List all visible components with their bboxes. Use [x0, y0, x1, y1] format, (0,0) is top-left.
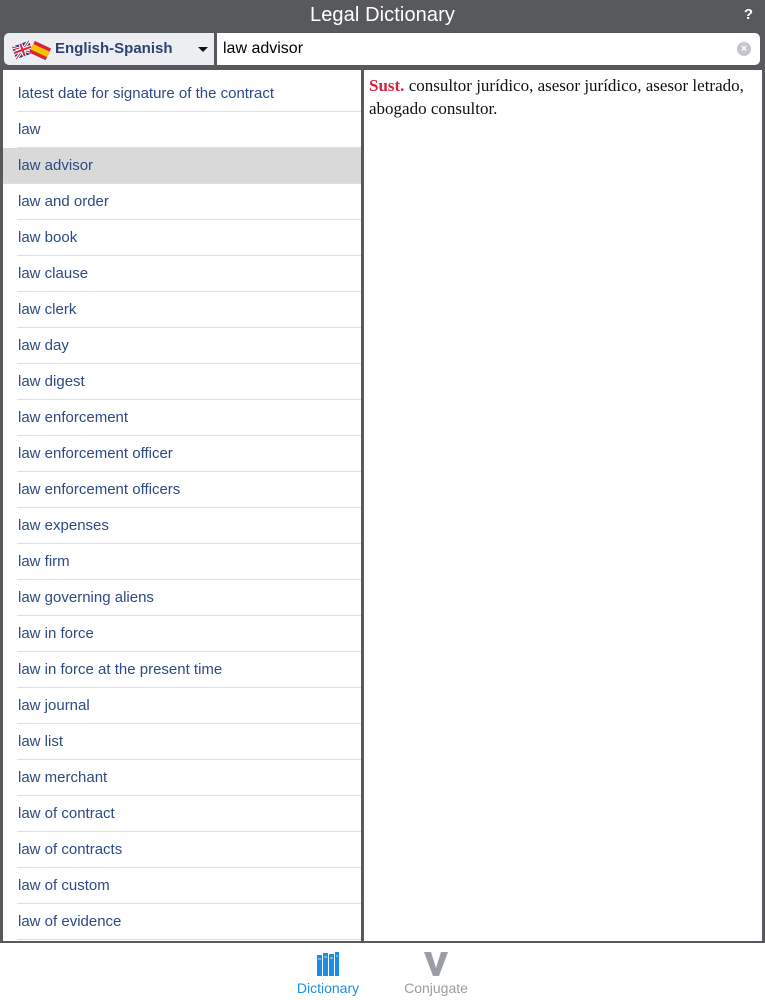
- word-list-item[interactable]: law in force at the present time: [3, 652, 361, 688]
- word-list-item[interactable]: law enforcement officers: [3, 472, 361, 508]
- tab-conjugate[interactable]: [396, 943, 476, 1000]
- word-list-item[interactable]: law expenses: [3, 508, 361, 544]
- uk-spain-flags-icon: [12, 38, 52, 62]
- tab-dictionary[interactable]: [288, 943, 368, 1000]
- main-content: [0, 68, 765, 943]
- word-list-item[interactable]: law of custom: [3, 868, 361, 904]
- word-list-item[interactable]: law merchant: [3, 760, 361, 796]
- word-list-item[interactable]: latest date for signature of the contract: [3, 76, 361, 112]
- title-bar: [0, 0, 765, 31]
- word-list-item[interactable]: law advisor: [3, 148, 361, 184]
- toolbar: [0, 31, 765, 68]
- word-list-pane[interactable]: [3, 70, 361, 941]
- word-list-item[interactable]: law of contracts: [3, 832, 361, 868]
- word-list-item[interactable]: law book: [3, 220, 361, 256]
- tab-dictionary-label: Dictionary: [296, 980, 360, 996]
- word-list-item[interactable]: law of evidence: [3, 904, 361, 940]
- chevron-down-icon: [198, 47, 208, 52]
- word-list-item[interactable]: law governing aliens: [3, 580, 361, 616]
- word-list-item[interactable]: law and order: [3, 184, 361, 220]
- definition-entry: [369, 74, 749, 120]
- word-list-item[interactable]: law day: [3, 328, 361, 364]
- word-list-item[interactable]: law list: [3, 724, 361, 760]
- word-list: [3, 76, 361, 940]
- language-selector[interactable]: [4, 33, 214, 65]
- help-button[interactable]: ?: [743, 6, 753, 23]
- verb-v-icon: [423, 951, 449, 977]
- books-icon: [316, 951, 340, 977]
- word-list-item[interactable]: law enforcement: [3, 400, 361, 436]
- word-list-item[interactable]: law journal: [3, 688, 361, 724]
- word-list-item[interactable]: law digest: [3, 364, 361, 400]
- search-field: [217, 33, 760, 65]
- part-of-speech-label: Sust.: [369, 76, 405, 95]
- word-list-item[interactable]: law: [3, 112, 361, 148]
- app-title: Legal Dictionary: [309, 4, 455, 26]
- definition-text: consultor jurídico, asesor jurídico, asesor letrado, abogado consultor.: [369, 76, 744, 118]
- word-list-item[interactable]: law of contract: [3, 796, 361, 832]
- word-list-item[interactable]: law firm: [3, 544, 361, 580]
- tab-bar: [0, 943, 765, 1000]
- word-list-item[interactable]: law clerk: [3, 292, 361, 328]
- search-input[interactable]: [223, 33, 723, 65]
- word-list-item[interactable]: law enforcement officer: [3, 436, 361, 472]
- word-list-item[interactable]: law in force: [3, 616, 361, 652]
- definition-pane: [364, 70, 762, 941]
- tab-conjugate-label: Conjugate: [404, 980, 468, 996]
- word-list-item[interactable]: law clause: [3, 256, 361, 292]
- language-pair-label: English-Spanish: [55, 40, 173, 57]
- clear-search-icon[interactable]: ×: [737, 42, 751, 56]
